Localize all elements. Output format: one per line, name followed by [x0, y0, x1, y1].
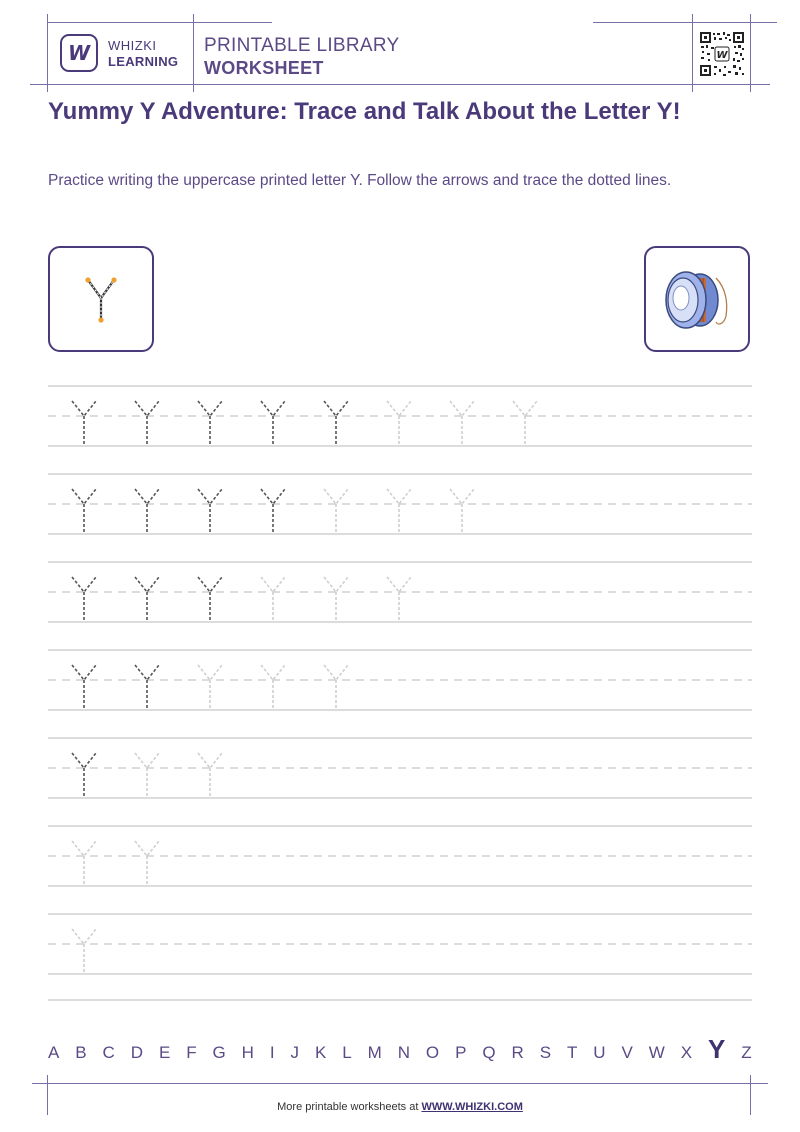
alphabet-letter: L: [342, 1043, 352, 1062]
trace-letter-dark[interactable]: [198, 401, 222, 446]
alphabet-letter: D: [130, 1043, 144, 1062]
trace-letter-dark[interactable]: [72, 753, 96, 798]
library-label: PRINTABLE LIBRARY: [204, 35, 400, 56]
alphabet-letter: Y: [707, 1034, 726, 1064]
alphabet-letter: V: [621, 1043, 633, 1062]
header-top-line-left: [47, 22, 272, 23]
trace-letter-dark[interactable]: [135, 577, 159, 622]
trace-letter-dark[interactable]: [324, 401, 348, 446]
trace-letter-light[interactable]: [135, 753, 159, 798]
alphabet-letter: H: [241, 1043, 254, 1062]
trace-row: [48, 914, 752, 974]
header-divider-qr-left: [692, 14, 693, 92]
header-divider-qr-right: [750, 14, 751, 92]
trace-letter-dark[interactable]: [135, 489, 159, 534]
trace-letter-dark[interactable]: [198, 577, 222, 622]
tracing-area: [0, 370, 800, 1010]
trace-letter-light[interactable]: [72, 841, 96, 886]
trace-letter-light[interactable]: [450, 489, 474, 534]
trace-letter-light[interactable]: [72, 929, 96, 974]
trace-letter-light[interactable]: [261, 577, 285, 622]
trace-letter-dark[interactable]: [72, 577, 96, 622]
trace-letter-light[interactable]: [324, 577, 348, 622]
worksheet-instructions: Practice writing the uppercase printed letter Y. Follow the arrows and trace the dotted lines.: [48, 172, 672, 189]
alphabet-letter: R: [511, 1043, 524, 1062]
alphabet-letter: B: [75, 1043, 87, 1062]
trace-letter-light[interactable]: [387, 489, 411, 534]
trace-row: [48, 474, 752, 534]
header-bottom-line: [30, 84, 770, 85]
worksheet-title: Yummy Y Adventure: Trace and Talk About the Letter Y!: [48, 98, 681, 125]
trace-letter-light[interactable]: [387, 401, 411, 446]
alphabet-letter: J: [290, 1043, 300, 1062]
trace-letter-light[interactable]: [387, 577, 411, 622]
picture-card: [644, 246, 750, 352]
trace-row: [48, 650, 752, 710]
worksheet-label: WORKSHEET: [204, 58, 324, 78]
alphabet-letter: W: [648, 1043, 665, 1062]
trace-letter-dark[interactable]: [198, 489, 222, 534]
alphabet-letter: E: [158, 1043, 171, 1062]
trace-letter-dark[interactable]: [72, 401, 96, 446]
alphabet-letter: U: [593, 1043, 606, 1062]
footer-top-line: [32, 1083, 768, 1084]
alphabet-letter: O: [425, 1043, 440, 1062]
qr-code-icon: [699, 31, 745, 77]
alphabet-letter: G: [212, 1043, 226, 1062]
alphabet-letter: M: [367, 1043, 382, 1062]
trace-letter-light[interactable]: [261, 665, 285, 710]
trace-letter-light[interactable]: [198, 665, 222, 710]
svg-text:W: W: [716, 50, 728, 61]
brand-name: WHIZKI: [108, 38, 157, 53]
letter-y-stroke-guide-icon: [50, 248, 152, 350]
trace-letter-dark[interactable]: [261, 489, 285, 534]
whizki-logo: [60, 34, 98, 72]
trace-letter-light[interactable]: [198, 753, 222, 798]
brand-subname: LEARNING: [108, 54, 179, 69]
stroke-guide-card: [48, 246, 154, 352]
alphabet-letter: P: [455, 1043, 467, 1062]
footer-note: [0, 1101, 800, 1113]
trace-letter-dark[interactable]: [72, 489, 96, 534]
trace-letter-light[interactable]: [324, 489, 348, 534]
header-divider-mid: [193, 14, 194, 92]
trace-row: [48, 562, 752, 622]
alphabet-strip: [48, 1034, 752, 1065]
trace-letter-light[interactable]: [450, 401, 474, 446]
trace-letter-dark[interactable]: [135, 401, 159, 446]
alphabet-letter: A: [48, 1043, 60, 1062]
alphabet-letter: Q: [482, 1043, 496, 1062]
trace-letter-light[interactable]: [135, 841, 159, 886]
alphabet-letter: F: [186, 1043, 197, 1062]
header-divider-left: [47, 14, 48, 92]
trace-letter-light[interactable]: [513, 401, 537, 446]
trace-letter-dark[interactable]: [135, 665, 159, 710]
trace-row: [48, 738, 752, 798]
alphabet-letter: I: [269, 1043, 275, 1062]
footer-prefix: More printable worksheets at: [277, 1101, 422, 1113]
alphabet-letter: C: [102, 1043, 115, 1062]
logo-letter: W: [67, 41, 91, 65]
alphabet-letter: K: [314, 1043, 327, 1062]
yoyo-icon: [646, 248, 748, 350]
trace-letter-dark[interactable]: [72, 665, 96, 710]
alphabet-letter: T: [566, 1043, 578, 1062]
footer-link[interactable]: WWW.WHIZKI.COM: [421, 1101, 523, 1113]
alphabet-letter: X: [680, 1043, 693, 1062]
alphabet-letter: Z: [741, 1043, 752, 1062]
trace-letter-dark[interactable]: [261, 401, 285, 446]
alphabet-letter: S: [539, 1043, 552, 1062]
trace-row: [48, 826, 752, 886]
trace-row: [48, 386, 752, 446]
alphabet-letter: N: [397, 1043, 410, 1062]
trace-letter-light[interactable]: [324, 665, 348, 710]
